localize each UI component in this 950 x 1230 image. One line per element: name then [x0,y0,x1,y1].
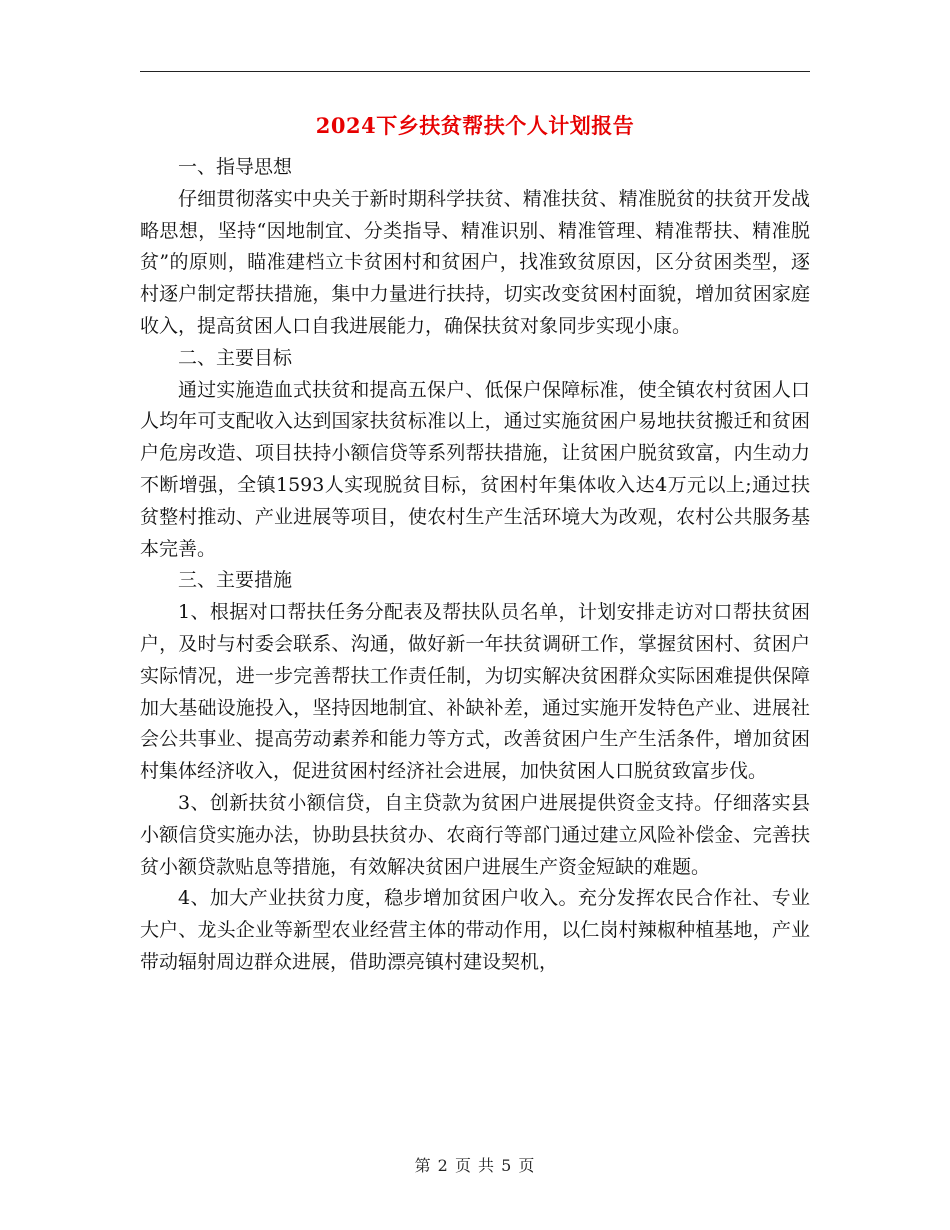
body-paragraph: 通过实施造血式扶贫和提高五保户、低保户保障标准，使全镇农村贫困人口人均年可支配收入达到国家扶贫标准以上，通过实施贫困户易地扶贫搬迁和贫困户危房改造、项目扶持小额信贷等系列帮扶措施，让贫困户脱贫致富，内生动力不断增强，全镇1593人实现脱贫目标，贫困村年集体收入达4万元以上;通过扶贫整村推动、产业进展等项目，使农村生产生活环境大为改观，农村公共服务基本完善。 [140,378,810,560]
body-paragraph: 4、加大产业扶贫力度，稳步增加贫困户收入。充分发挥农民合作社、专业大户、龙头企业等新型农业经营主体的带动作用，以仁岗村辣椒种植基地，产业带动辐射周边群众进展，借助漂亮镇村建设契机， [140,887,810,973]
section-heading-main-measures: 三、主要措施 [178,569,293,592]
page-number-footer: 第 2 页 共 5 页 [414,1156,536,1175]
body-paragraph: 3、创新扶贫小额信贷，自主贷款为贫困户进展提供资金支持。仔细落实县小额信贷实施办法，协助县扶贫办、农商行等部门通过建立风险补偿金、完善扶贫小额贷款贴息等措施，有效解决贫困户进展生产资金短缺的难题。 [140,791,810,878]
document-body [140,152,810,979]
section-heading-guiding-ideology: 一、指导思想 [178,156,293,178]
document-title: 2024下乡扶贫帮扶个人计划报告 [315,113,635,138]
section-heading-main-goals: 二、主要目标 [178,346,293,369]
body-paragraph: 1、根据对口帮扶任务分配表及帮扶队员名单，计划安排走访对口帮扶贫困户，及时与村委会联系、沟通，做好新一年扶贫调研工作，掌握贫困村、贫困户实际情况，进一步完善帮扶工作责任制，为切实解决贫困群众实际困难提供保障加大基础设施投入，坚持因地制宜、补缺补差，通过实施开发特色产业、进展社会公共事业、提高劳动素养和能力等方式，改善贫困户生产生活条件，增加贫困村集体经济收入，促进贫困村经济社会进展，加快贫困人口脱贫致富步伐。 [140,601,810,783]
header-rule [140,71,810,72]
body-paragraph: 仔细贯彻落实中央关于新时期科学扶贫、精准扶贫、精准脱贫的扶贫开发战略思想，坚持“因地制宜、分类指导、精准识别、精准管理、精准帮扶、精准脱贫”的原则，瞄准建档立卡贫困村和贫困户，找准致贫原因，区分贫困类型，逐村逐户制定帮扶措施，集中力量进行扶持，切实改变贫困村面貌，增加贫困家庭收入，提高贫困人口自我进展能力，确保扶贫对象同步实现小康。 [140,187,810,337]
